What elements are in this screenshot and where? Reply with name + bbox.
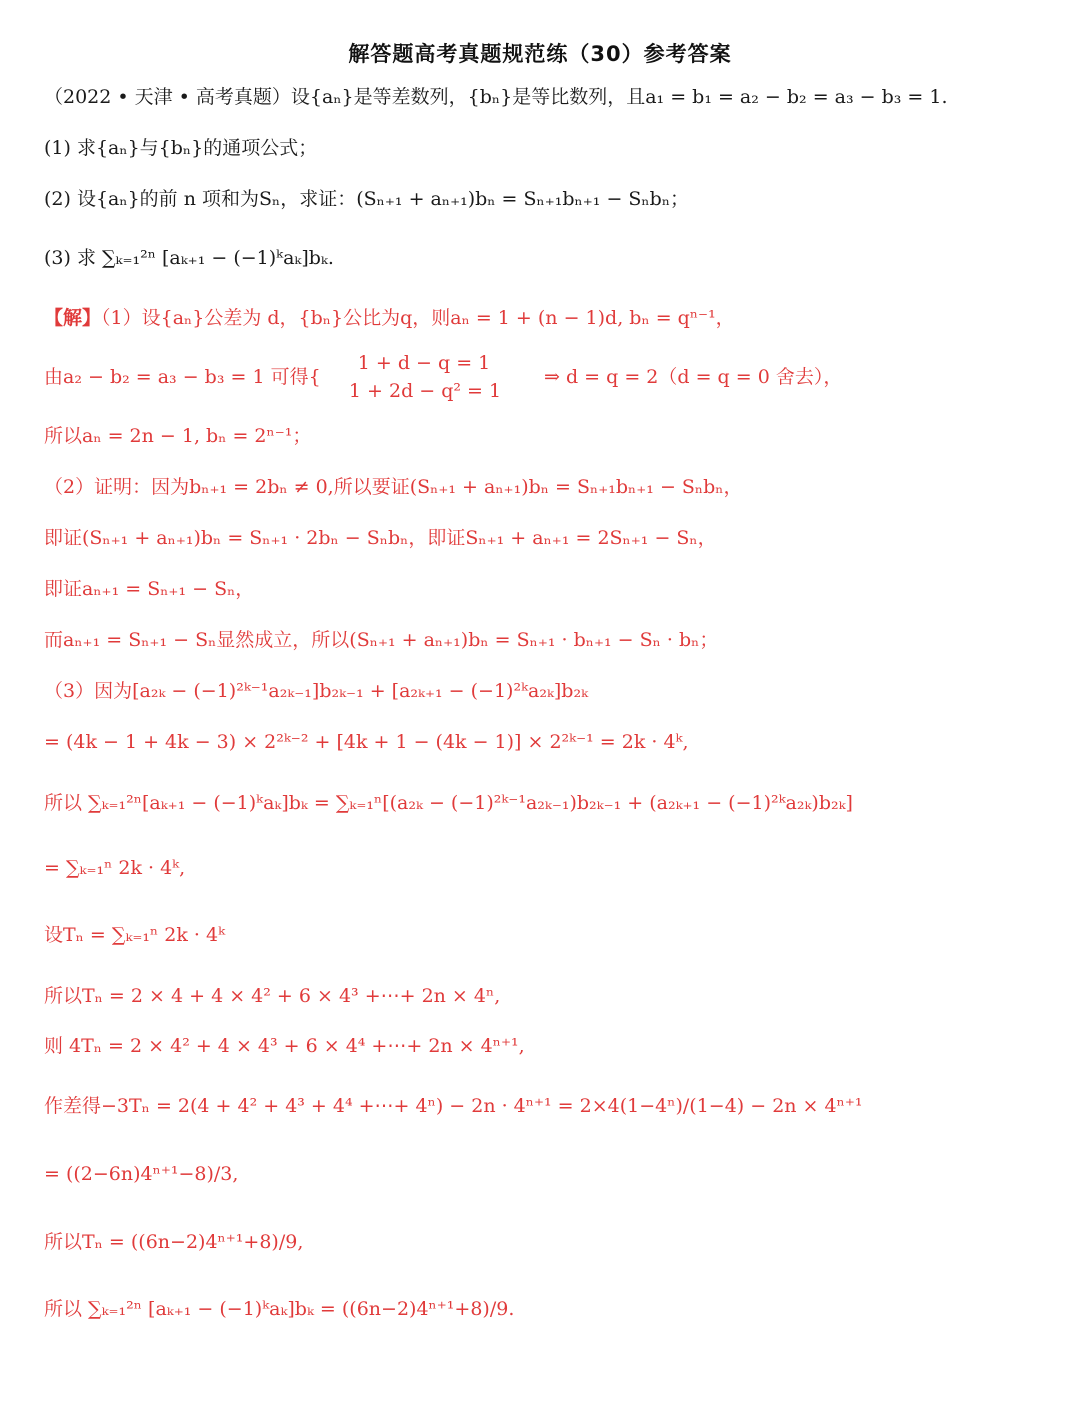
solution-line-8: （3）因为[a₂ₖ − (−1)²ᵏ⁻¹a₂ₖ₋₁]b₂ₖ₋₁ + [a₂ₖ₊₁ − (−1)²ᵏa₂ₖ]b₂ₖ: [44, 680, 588, 702]
solution-line-17: 所以Tₙ = ((6n−2)4ⁿ⁺¹+8)/9,: [44, 1231, 304, 1253]
system-equation-bottom: 1 + 2d − q² = 1: [348, 380, 502, 402]
page-title: 解答题高考真题规范练（30）参考答案: [348, 42, 732, 66]
system-prefix: 由a₂ − b₂ = a₃ − b₃ = 1 可得{: [44, 366, 321, 388]
solution-line-15: 作差得−3Tₙ = 2(4 + 4² + 4³ + 4⁴ +⋯+ 4ⁿ) − 2n · 4ⁿ⁺¹ = 2×4(1−4ⁿ)/(1−4) − 2n × 4ⁿ⁺¹: [44, 1095, 863, 1117]
solution-line-9: = (4k − 1 + 4k − 3) × 2²ᵏ⁻² + [4k + 1 − (4k − 1)] × 2²ᵏ⁻¹ = 2k · 4ᵏ,: [44, 731, 689, 753]
solution-line-13: 所以Tₙ = 2 × 4 + 4 × 4² + 6 × 4³ +⋯+ 2n × 4ⁿ,: [44, 985, 501, 1007]
solution-step-1: [44, 305, 735, 331]
solution-line-18: 所以 ∑ₖ₌₁²ⁿ [aₖ₊₁ − (−1)ᵏaₖ]bₖ = ((6n−2)4ⁿ⁺¹+8)/9.: [44, 1298, 515, 1320]
solution-line-16: = ((2−6n)4ⁿ⁺¹−8)/3,: [44, 1163, 239, 1185]
problem-intro: （2022 • 天津 • 高考真题）设{aₙ}是等差数列，{bₙ}是等比数列，且a₁ = b₁ = a₂ − b₂ = a₃ − b₃ = 1.: [44, 86, 948, 108]
question-1: (1) 求{aₙ}与{bₙ}的通项公式；: [44, 137, 318, 159]
solution-line-4: （2）证明：因为bₙ₊₁ = 2bₙ ≠ 0,所以要证(Sₙ₊₁ + aₙ₊₁)bₙ = Sₙ₊₁bₙ₊₁ − Sₙbₙ，: [44, 476, 743, 498]
solution-line-7: 而aₙ₊₁ = Sₙ₊₁ − Sₙ显然成立，所以(Sₙ₊₁ + aₙ₊₁)bₙ = Sₙ₊₁ · bₙ₊₁ − Sₙ · bₙ；: [44, 629, 719, 651]
solution-line-11: = ∑ₖ₌₁ⁿ 2k · 4ᵏ,: [44, 857, 186, 879]
solution-tag: 【解】: [44, 307, 102, 329]
solution-line-12: 设Tₙ = ∑ₖ₌₁ⁿ 2k · 4ᵏ: [44, 924, 226, 946]
solution-line-10: 所以 ∑ₖ₌₁²ⁿ[aₖ₊₁ − (−1)ᵏaₖ]bₖ = ∑ₖ₌₁ⁿ[(a₂ₖ − (−1)²ᵏ⁻¹a₂ₖ₋₁)b₂ₖ₋₁ + (a₂ₖ₊₁ − (−1)²ᵏa₂ₖ)b₂ₖ]: [44, 792, 853, 814]
question-2: (2) 设{aₙ}的前 n 项和为Sₙ，求证：(Sₙ₊₁ + aₙ₊₁)bₙ = Sₙ₊₁bₙ₊₁ − Sₙbₙ；: [44, 188, 690, 210]
solution-line-5: 即证(Sₙ₊₁ + aₙ₊₁)bₙ = Sₙ₊₁ · 2bₙ − Sₙbₙ，即证Sₙ₊₁ + aₙ₊₁ = 2Sₙ₊₁ − Sₙ，: [44, 527, 717, 549]
solution-line-6: 即证aₙ₊₁ = Sₙ₊₁ − Sₙ，: [44, 578, 255, 600]
system-result: ⇒ d = q = 2（d = q = 0 舍去），: [544, 366, 843, 388]
solution-line-3: 所以aₙ = 2n − 1, bₙ = 2ⁿ⁻¹；: [44, 425, 312, 447]
system-equation-top: 1 + d − q = 1: [357, 352, 491, 374]
solution-line-1: （1）设{aₙ}公差为 d，{bₙ}公比为q，则aₙ = 1 + (n − 1)d, bₙ = qⁿ⁻¹，: [101, 307, 735, 329]
solution-line-14: 则 4Tₙ = 2 × 4² + 4 × 4³ + 6 × 4⁴ +⋯+ 2n × 4ⁿ⁺¹,: [44, 1035, 525, 1057]
question-3: (3) 求 ∑ₖ₌₁²ⁿ [aₖ₊₁ − (−1)ᵏaₖ]bₖ.: [44, 247, 334, 269]
